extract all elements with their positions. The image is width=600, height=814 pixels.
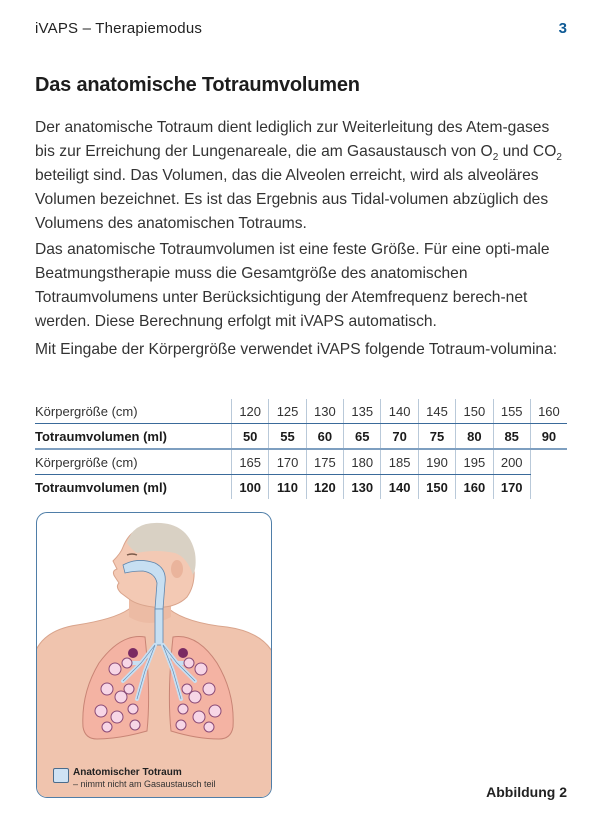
- table-cell-empty: [530, 475, 567, 500]
- table-cell: 80: [456, 424, 493, 450]
- table-cell: 155: [493, 399, 530, 424]
- dead-space-table: [35, 399, 567, 499]
- table-cell: 165: [232, 449, 269, 475]
- table-cell: 140: [381, 399, 418, 424]
- table-cell: 120: [306, 475, 343, 500]
- p1-subscript-2: 2: [556, 152, 562, 164]
- paragraph-dead-space-calculation: Das anatomische Totraumvolumen ist eine feste Größe. Für eine opti-male Beatmungstherapie muss die Gesamtgröße des anatomischen Totraumvolumens unter Berücksichtigung der Atemfrequenz berech-net werden. Diese Berechnung erfolgt mit iVAPS automatisch.: [35, 241, 550, 330]
- table-cell: 135: [344, 399, 381, 424]
- table-cell: 75: [418, 424, 455, 450]
- table-cell: 150: [456, 399, 493, 424]
- trachea: [155, 609, 163, 645]
- table-cell: 150: [418, 475, 455, 500]
- table-cell: 190: [418, 449, 455, 475]
- dead-space-swatch: [53, 768, 69, 783]
- table-cell: 130: [306, 399, 343, 424]
- height-label: Körpergröße (cm): [35, 399, 232, 424]
- table-cell: 170: [493, 475, 530, 500]
- page-number: 3: [558, 20, 567, 37]
- table-cell: 110: [269, 475, 306, 500]
- figure-legend: [53, 767, 216, 790]
- table-row: [35, 424, 567, 450]
- ear-shape: [171, 560, 183, 578]
- table-row: [35, 399, 567, 424]
- section-heading: Das anatomische Totraumvolumen: [35, 74, 360, 96]
- table-cell: 100: [232, 475, 269, 500]
- table-cell: 55: [269, 424, 306, 450]
- alveolus-highlight: [128, 648, 138, 658]
- table-cell: 90: [530, 424, 567, 450]
- table-cell: 140: [381, 475, 418, 500]
- paragraph-table-intro: Mit Eingabe der Körpergröße verwendet iVAPS folgende Totraum-volumina:: [35, 341, 558, 358]
- legend-title: Anatomischer Totraum: [73, 767, 182, 778]
- table-cell: 180: [344, 449, 381, 475]
- table-cell: 60: [306, 424, 343, 450]
- height-label: Körpergröße (cm): [35, 449, 232, 475]
- table-cell: 160: [456, 475, 493, 500]
- paragraph-dead-space-definition: [35, 116, 567, 236]
- p1-subscript-1: 2: [492, 152, 499, 164]
- table-cell: 50: [232, 424, 269, 450]
- table-cell: 70: [381, 424, 418, 450]
- table-cell: 120: [232, 399, 269, 424]
- table-cell: 170: [269, 449, 306, 475]
- alveolus-highlight: [178, 648, 188, 658]
- table-cell: 195: [456, 449, 493, 475]
- header-title: iVAPS – Therapiemodus: [35, 20, 203, 37]
- p1-part3: beteiligt sind. Das Volumen, das die Alveolen erreicht, wird als alveoläres Volumen bezeichnet. Es ist das Ergebnis aus Tidal-volumen abzüglich des Volumens des anatomischen Totraums.: [35, 167, 549, 232]
- table-cell: 125: [269, 399, 306, 424]
- p1-part2: und CO: [498, 143, 557, 160]
- table-cell-empty: [530, 449, 567, 475]
- table-cell: 85: [493, 424, 530, 450]
- volume-label: Totraumvolumen (ml): [35, 479, 167, 495]
- table-row: [35, 475, 567, 500]
- legend-note: – nimmt nicht am Gasaustausch teil: [73, 779, 216, 789]
- table-cell: 185: [381, 449, 418, 475]
- page-header: [35, 20, 567, 37]
- p1-part1: Der anatomische Totraum dient lediglich zur Weiterleitung des Atem-gases bis zur Erreichung der Lungenareale, die am Gasaustausch von O: [35, 119, 550, 160]
- table-cell: 200: [493, 449, 530, 475]
- anatomy-figure: [36, 512, 272, 798]
- volume-label: Totraumvolumen (ml): [35, 424, 232, 450]
- table-cell: 175: [306, 449, 343, 475]
- table-cell: 65: [344, 424, 381, 450]
- table-row: [35, 449, 567, 475]
- figure-caption: Abbildung 2: [486, 784, 567, 800]
- table-cell: 145: [418, 399, 455, 424]
- anatomy-illustration: [37, 513, 272, 798]
- table-cell: 160: [530, 399, 567, 424]
- table-cell: 130: [344, 475, 381, 500]
